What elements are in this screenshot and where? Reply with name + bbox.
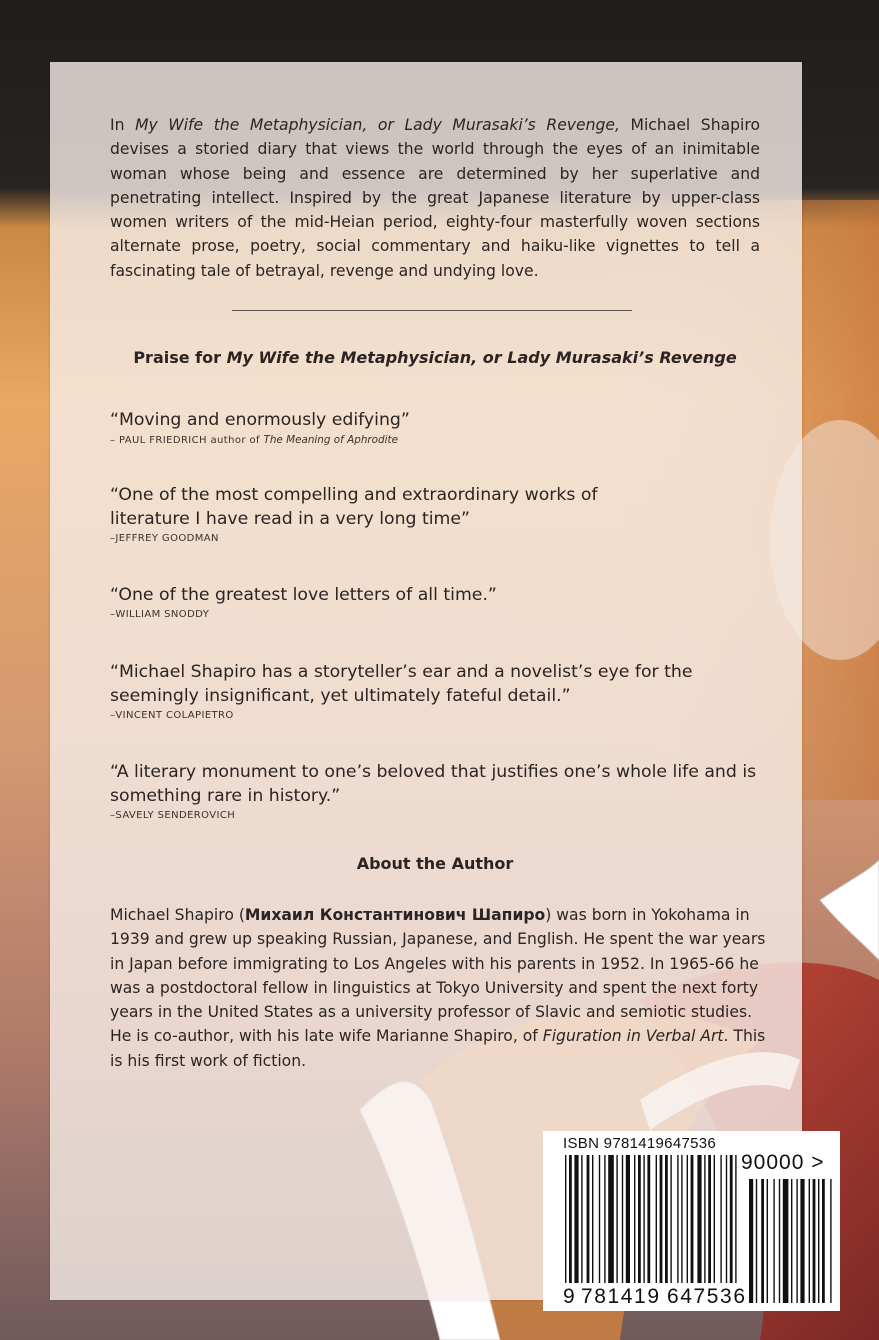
isbn-barcode <box>543 1131 840 1311</box>
quote-text: “Michael Shapiro has a storyteller’s ear and a novelist’s eye for the seemingly insignificant, yet ultimately fateful detail.” <box>110 662 693 706</box>
quote-text: “One of the most compelling and extraordinary works of literature I have read in a very long time” <box>110 485 598 529</box>
quote-attribution: –SAVELY SENDEROVICH <box>110 810 236 821</box>
barcode-digit-first: 9 <box>563 1285 575 1308</box>
book-blurb <box>110 113 760 283</box>
blurb-text: Michael Shapiro devises a storied diary that views the world through the eyes of an inimitable woman whose being and essence are determined by her superlative and penetrating intellect. Inspired by the great Japanese literature by upper-class women writers of the mid-Heian period, eighty-four masterfully woven sections alternate prose, poetry, social commentary and haiku-like vignettes to tell a fascinating tale of betrayal, revenge and undying love. <box>110 116 760 280</box>
praise-quote <box>110 760 770 821</box>
praise-quote <box>110 408 760 446</box>
bio-russian-name: Михаил Константинович Шапиро <box>244 906 546 924</box>
praise-quote <box>110 660 720 721</box>
praise-heading <box>110 348 760 367</box>
price-code: 90000 > <box>741 1151 825 1174</box>
praise-heading-title: My Wife the Metaphysician, or Lady Murasaki’s Revenge <box>226 348 737 367</box>
quote-attribution: –JEFFREY GOODMAN <box>110 533 219 544</box>
bio-start: Michael Shapiro ( <box>110 906 245 924</box>
bio-work-title: Figuration in Verbal Art <box>542 1027 724 1046</box>
barcode-digit-group-right: 647536 <box>667 1285 745 1308</box>
quote-text: “A literary monument to one’s beloved that justifies one’s whole life and is something rare in history.” <box>110 762 757 806</box>
quote-attribution: –WILLIAM SNODDY <box>110 609 210 620</box>
praise-quote <box>110 583 760 620</box>
quote-text: “Moving and enormously edifying” <box>110 410 410 430</box>
attribution-work: The Meaning of Aphrodite <box>263 434 398 446</box>
praise-heading-prefix: Praise for <box>133 348 227 367</box>
bio-middle: ) was born in Yokohama in 1939 and grew up speaking Russian, Japanese, and English. He spent the war years in Japan before immigrating to Los Angeles with his parents in 1952. In 1965-66 he was a postdoctoral fellow in linguistics at Tokyo University and spent the next forty years in the United States as a university professor of Slavic and semiotic studies. He is co-author, with his late wife Marianne Shapiro, of <box>110 906 766 1046</box>
blurb-book-title: My Wife the Metaphysician, or Lady Murasaki’s Revenge, <box>135 116 620 134</box>
quote-attribution: –VINCENT COLAPIETRO <box>110 710 234 721</box>
blurb-lead: In <box>110 116 136 134</box>
barcode-digits <box>543 1131 840 1311</box>
attribution-name: – PAUL FRIEDRICH author of <box>110 435 264 446</box>
bio-end: . This is his first work of fiction. <box>110 1027 766 1070</box>
about-heading: About the Author <box>356 854 514 873</box>
barcode-digit-group-left: 781419 <box>581 1285 659 1308</box>
quote-text: “One of the greatest love letters of all time.” <box>110 585 497 605</box>
author-bio <box>110 903 775 1073</box>
isbn-label: ISBN 9781419647536 <box>563 1135 717 1152</box>
praise-quote <box>110 483 600 544</box>
section-divider <box>232 310 632 311</box>
quote-attribution <box>110 434 760 446</box>
